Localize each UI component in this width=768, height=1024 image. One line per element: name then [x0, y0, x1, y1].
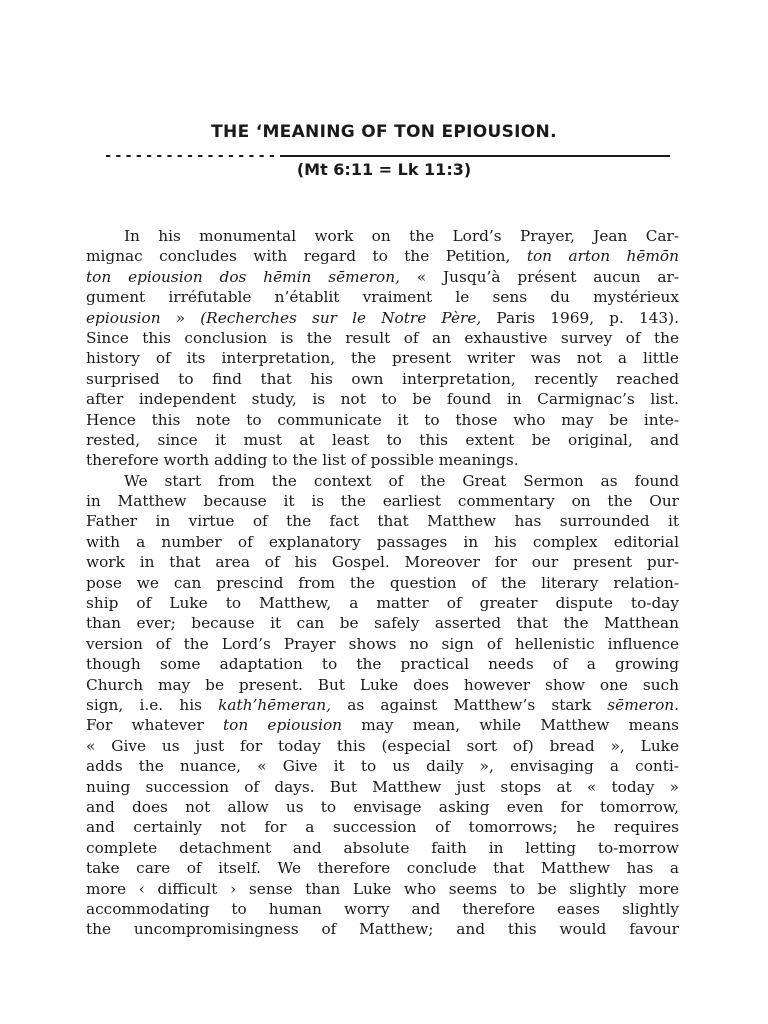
text-line — [86, 593, 679, 613]
title-rule-broken-segment — [100, 155, 280, 157]
text-segment: version of the Lord’s Prayer shows no sign of hellenistic influence — [86, 634, 679, 653]
text-segment: sign, i.e. his — [86, 695, 219, 714]
text-segment: work in that area of his Gospel. Moreover for our present pur- — [86, 553, 679, 572]
text-line — [86, 308, 679, 328]
article-title: THE ‘MEANING OF TON EPIOUSION. — [211, 122, 557, 142]
text-line — [86, 389, 679, 409]
text-line — [86, 675, 679, 695]
text-segment: « Give us just for today this (especial sort of) bread », Luke — [86, 736, 679, 755]
text-segment: as against Matthew’s stark — [331, 695, 608, 714]
text-line — [86, 715, 679, 735]
text-segment: nuing succession of days. But Matthew just stops at « today » — [86, 777, 679, 796]
text-segment: pose we can prescind from the question of the literary relation- — [86, 573, 679, 592]
text-segment: take care of itself. We therefore conclude that Matthew has a — [86, 859, 679, 878]
text-segment: with a number of explanatory passages in his complex editorial — [86, 532, 679, 551]
text-segment: « Jusqu’à présent aucun ar- — [399, 267, 679, 286]
text-line — [86, 858, 679, 878]
text-line — [86, 634, 679, 654]
article-subtitle: (Mt 6:11 = Lk 11:3) — [296, 160, 472, 179]
italic-text-segment: kath’hēmeran, — [218, 695, 332, 714]
text-segment: may mean, while Matthew means — [342, 716, 679, 735]
text-line — [86, 226, 679, 246]
text-segment: gument irréfutable n’établit vraiment le sens du mystérieux — [86, 288, 679, 307]
text-line — [86, 838, 679, 858]
text-line — [86, 410, 679, 430]
text-segment: rested, since it must at least to this extent be original, and — [86, 430, 679, 449]
text-line — [86, 899, 679, 919]
text-line — [86, 879, 679, 899]
italic-text-segment: ton arton hēmōn — [526, 247, 679, 266]
text-segment: more ‹ difficult › sense than Luke who seems to be slightly more — [86, 879, 679, 898]
text-line — [86, 491, 679, 511]
text-segment: adds the nuance, « Give it to us daily », envisaging a conti- — [86, 757, 679, 776]
text-line — [86, 777, 679, 797]
text-line — [86, 919, 679, 939]
text-line — [86, 348, 679, 368]
text-segment: in Matthew because it is the earliest commentary on the Our — [86, 492, 679, 511]
text-segment: For whatever — [86, 716, 223, 735]
text-segment: the uncompromisingness of Matthew; and this would favour — [86, 920, 679, 939]
text-segment: Paris 1969, p. 143). — [481, 308, 679, 327]
text-line — [86, 471, 679, 491]
text-segment: accommodating to human worry and therefore eases slightly — [86, 899, 679, 918]
italic-text-segment: sēmeron. — [607, 695, 679, 714]
text-segment: and certainly not for a succession of tomorrows; he requires — [86, 818, 679, 837]
text-segment: ship of Luke to Matthew, a matter of greater dispute to-day — [86, 594, 679, 613]
body-text — [86, 226, 679, 940]
italic-text-segment: (Recherches sur le Notre Père, — [200, 308, 482, 327]
text-segment: Church may be present. But Luke does however show one such — [86, 675, 679, 694]
text-line — [86, 817, 679, 837]
text-segment: though some adaptation to the practical needs of a growing — [86, 655, 679, 674]
text-segment: surprised to find that his own interpretation, recently reached — [86, 369, 679, 388]
text-line — [86, 736, 679, 756]
text-line — [86, 328, 679, 348]
text-line — [86, 369, 679, 389]
text-segment: history of its interpretation, the present writer was not a little — [86, 349, 679, 368]
text-segment: In his monumental work on the Lord’s Prayer, Jean Car- — [124, 227, 679, 245]
text-line — [86, 267, 679, 287]
text-line — [86, 532, 679, 552]
text-segment: and does not allow us to envisage asking even for tomorrow, — [86, 797, 679, 816]
text-line — [86, 613, 679, 633]
italic-text-segment: ton epiousion — [223, 716, 343, 735]
text-segment: therefore worth adding to the list of possible meanings. — [86, 451, 519, 470]
text-segment: complete detachment and absolute faith in letting to-morrow — [86, 838, 679, 857]
text-line — [86, 654, 679, 674]
text-line — [86, 246, 679, 266]
text-segment: We start from the context of the Great Sermon as found — [124, 471, 679, 490]
text-segment: » — [160, 308, 201, 327]
text-line — [86, 511, 679, 531]
text-segment: Father in virtue of the fact that Matthew has surrounded it — [86, 512, 679, 531]
text-segment: mignac concludes with regard to the Petition, — [86, 247, 527, 266]
text-line — [86, 797, 679, 817]
text-line — [86, 756, 679, 776]
text-segment: after independent study, is not to be found in Carmignac’s list. — [86, 390, 679, 409]
text-line — [86, 695, 679, 715]
text-line — [86, 573, 679, 593]
text-line — [86, 430, 679, 450]
text-line — [86, 552, 679, 572]
text-segment: Hence this note to communicate it to those who may be inte- — [86, 410, 679, 429]
italic-text-segment: epiousion — [86, 308, 161, 327]
italic-text-segment: ton epiousion dos hēmin sēmeron, — [86, 267, 400, 286]
text-segment: Since this conclusion is the result of an exhaustive survey of the — [86, 328, 679, 347]
text-segment: than ever; because it can be safely asserted that the Matthean — [86, 614, 679, 633]
text-line — [86, 287, 679, 307]
text-line — [86, 450, 679, 470]
